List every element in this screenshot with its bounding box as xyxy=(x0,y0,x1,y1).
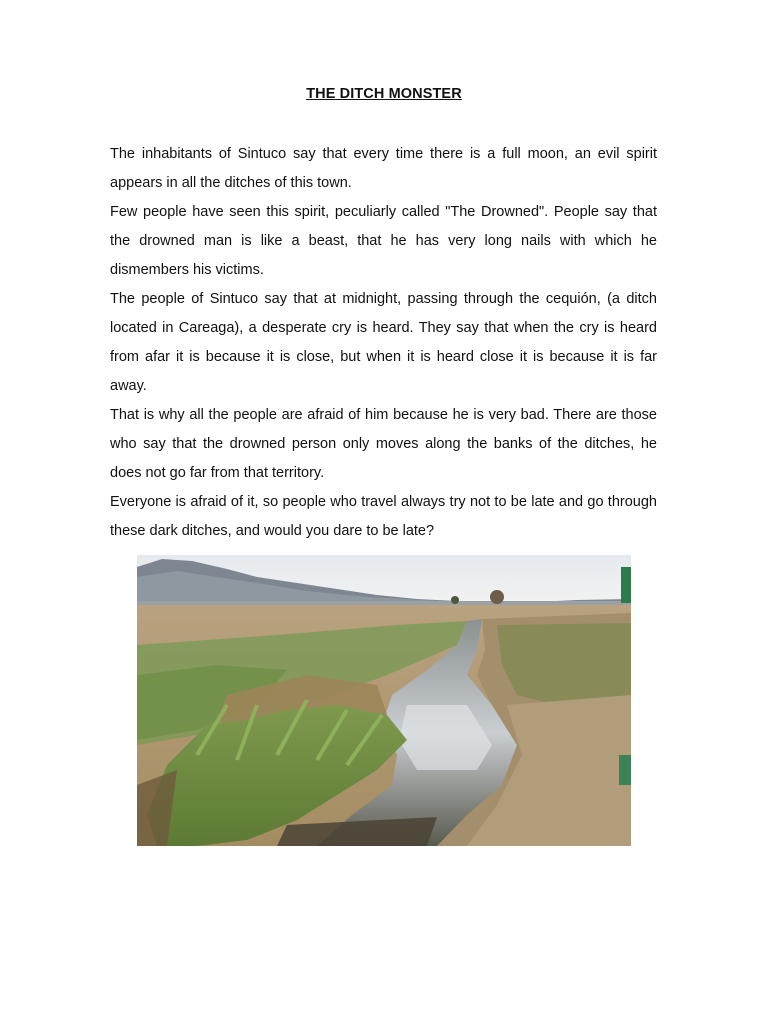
ditch-photo xyxy=(137,555,631,846)
paragraph-afraid: That is why all the people are afraid of him because he is very bad. There are those who say that the drowned person only moves along the banks of the ditches, he does not go far from that territory. xyxy=(110,407,657,481)
paragraph-the-drowned: Few people have seen this spirit, peculiarly called "The Drowned". People say that the drowned man is like a beast, that he has very long nails with which he dismembers his victims. xyxy=(110,204,657,278)
paragraph-full-moon: The inhabitants of Sintuco say that every time there is a full moon, an evil spirit appears in all the ditches of this town. xyxy=(110,146,657,191)
paragraph-dare: Everyone is afraid of it, so people who travel always try not to be late and go through these dark ditches, and would you dare to be late? xyxy=(110,494,657,539)
document-body xyxy=(110,140,657,546)
paragraph-cequion-cry: The people of Sintuco say that at midnight, passing through the cequión, (a ditch located in Careaga), a desperate cry is heard. They say that when the cry is heard from afar it is because it is close, but when it is heard close it is because it is far away. xyxy=(110,291,657,394)
document-title: THE DITCH MONSTER xyxy=(306,86,462,102)
